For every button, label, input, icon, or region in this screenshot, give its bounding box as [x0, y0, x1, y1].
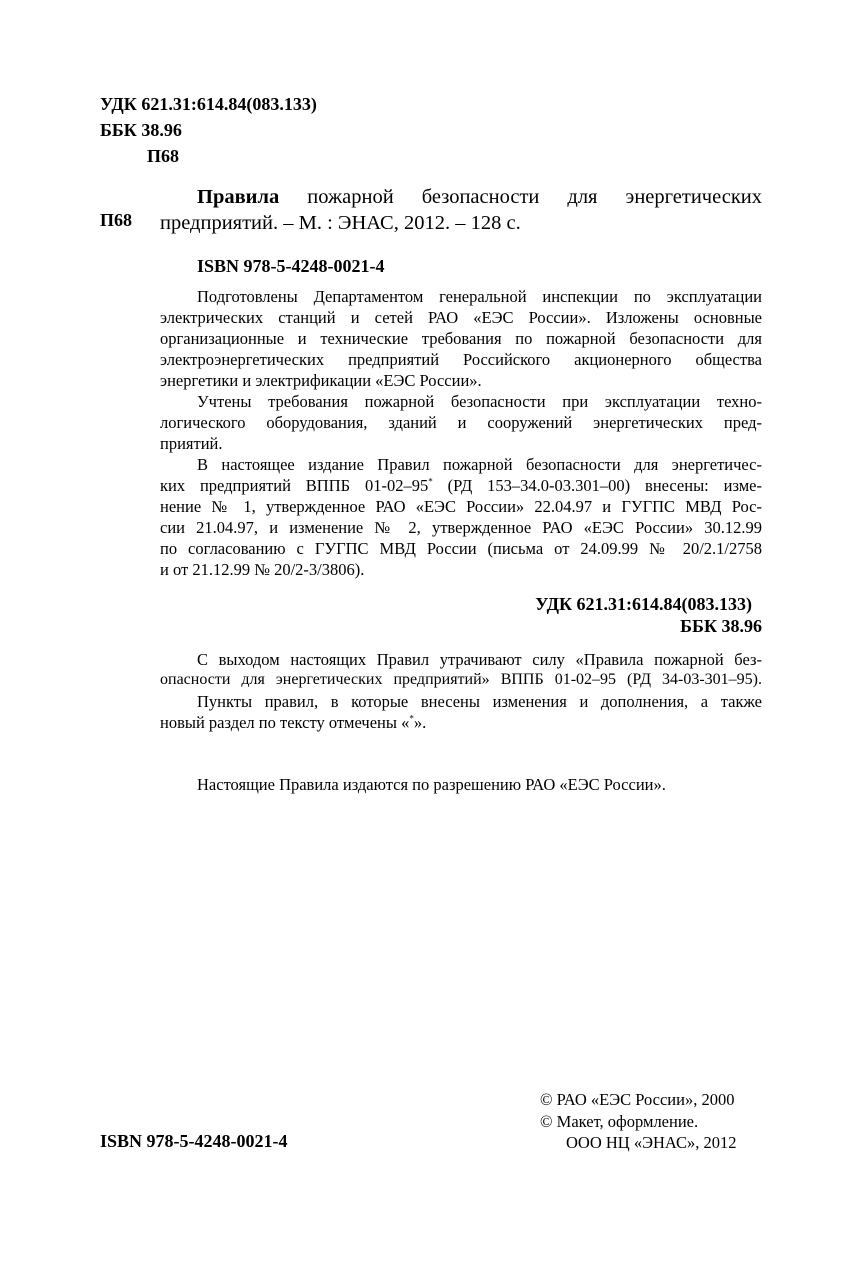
note-segment: ». — [413, 713, 427, 732]
bbk-code-right: ББК 38.96 — [680, 616, 762, 636]
bbk-code: ББК 38.96 — [100, 120, 182, 140]
copyright-line-2: © Макет, оформление. — [540, 1112, 699, 1131]
annotation-segment: ких предприятий ВППБ 01-02–95 — [160, 476, 429, 495]
title-line-2: предприятий. – М. : ЭНАС, 2012. – 128 с. — [160, 212, 521, 234]
permission-note: Настоящие Правила издаются по разрешению РАО «ЕЭС России». — [197, 775, 666, 794]
note-segment: новый раздел по тексту отмечены « — [160, 713, 410, 732]
isbn-footer: ISBN 978-5-4248-0021-4 — [100, 1131, 288, 1151]
copyright-line-1: © РАО «ЕЭС России», 2000 — [540, 1090, 735, 1109]
author-mark: П68 — [147, 146, 180, 166]
annotation-line: приятий. — [160, 434, 223, 453]
annotation-line: организационные и технические требования по пожарной безопасности для — [160, 329, 762, 348]
title-bold: Правила — [197, 186, 280, 208]
annotation-line: электроэнергетических предприятий Российского акционерного общества — [160, 350, 762, 369]
annotation-line — [160, 476, 762, 496]
annotation-line: В настоящее издание Правил пожарной безопасности для энергетичес- — [197, 455, 762, 474]
udk-code-right: УДК 621.31:614.84(083.133) — [535, 594, 752, 614]
annotation-line: энергетики и электрификации «ЕЭС России». — [160, 371, 482, 390]
annotation-line: и от 21.12.99 № 20/2-3/3806). — [160, 560, 365, 579]
annotation-line: Подготовлены Департаментом генеральной инспекции по эксплуатации — [197, 287, 762, 306]
copyright-line-3: ООО НЦ «ЭНАС», 2012 — [566, 1133, 737, 1152]
annotation-line: по согласованию с ГУГПС МВД России (письма от 24.09.99 № 20/2.1/2758 — [160, 539, 762, 558]
annotation-segment: (РД 153–34.0-03.301–00) внесены: изме- — [432, 476, 762, 495]
annotation-line: Учтены требования пожарной безопасности при эксплуатации техно- — [197, 392, 762, 411]
side-author-mark: П68 — [100, 210, 133, 230]
annotation-line: нение № 1, утвержденное РАО «ЕЭС России» 22.04.97 и ГУГПС МВД Рос- — [160, 497, 762, 516]
title-line-1 — [197, 186, 762, 209]
title-rest: пожарной безопасности для энергетических — [307, 186, 762, 208]
footnote-mark: * — [428, 476, 433, 487]
note-line — [160, 713, 762, 733]
annotation-line: логического оборудования, зданий и сооружений энергетических пред- — [160, 413, 762, 432]
note-asterisk: * — [409, 713, 414, 724]
isbn-record: ISBN 978-5-4248-0021-4 — [197, 256, 385, 276]
udk-code: УДК 621.31:614.84(083.133) — [100, 94, 317, 114]
annotation-line: электрических станций и сетей РАО «ЕЭС России». Изложены основные — [160, 308, 762, 327]
note-line: опасности для энергетических предприятий» ВППБ 01-02–95 (РД 34-03-301–95). — [160, 671, 762, 688]
note-line: Пункты правил, в которые внесены изменения и дополнения, а также — [197, 692, 762, 711]
note-line: С выходом настоящих Правил утрачивают силу «Правила пожарной без- — [197, 650, 762, 669]
annotation-line: сии 21.04.97, и изменение № 2, утвержденное РАО «ЕЭС России» 30.12.99 — [160, 518, 762, 537]
